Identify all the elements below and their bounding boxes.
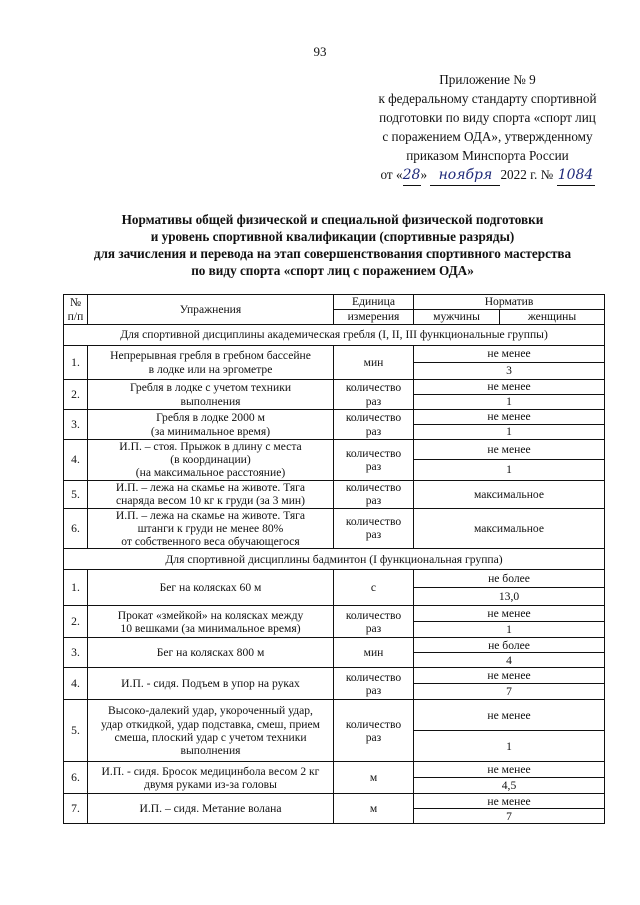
unit-line: раз (365, 528, 382, 542)
row-number-cell (64, 440, 88, 481)
norm-value: максимальное (474, 487, 544, 501)
norm-condition-cell (414, 346, 605, 363)
title-line: для зачисления и перевода на этап совершенствования спортивного мастерства (93, 246, 572, 261)
appendix-line: к федеральному стандарту спортивной (378, 91, 597, 106)
exercise-line: удар откидкой, удар подставка, смеш, прием (101, 717, 320, 731)
norm-value: 1 (506, 463, 512, 477)
unit-cell (334, 606, 414, 638)
title-line: и уровень спортивной квалификации (спортивные разряды) (150, 229, 515, 244)
exercise-cell (88, 638, 334, 668)
norm-value: 3 (506, 364, 512, 378)
exercise-cell (88, 410, 334, 440)
norm-value-cell (414, 809, 605, 824)
exercise-line: Прокат «змейкой» на колясках между (117, 608, 304, 622)
exercise-line: выполнения (180, 743, 241, 757)
table-row (64, 570, 605, 588)
header-num: № п/п (67, 296, 84, 323)
unit-line: раз (365, 459, 382, 473)
norm-value-cell (414, 684, 605, 700)
header-unit-cell (334, 310, 414, 325)
row-number: 5. (71, 724, 80, 738)
order-date-line (350, 165, 625, 186)
norm-condition-cell (414, 380, 605, 395)
unit-line: раз (365, 394, 382, 408)
table-row (64, 410, 605, 425)
row-number: 1. (71, 581, 80, 595)
header-unit-line: измерения (347, 310, 400, 324)
table-row (64, 480, 605, 508)
title-line: по виду спорта «спорт лиц с поражением ОДА» (191, 263, 474, 278)
exercise-line: Непрерывная гребля в гребном бассейне (110, 349, 311, 363)
exercise-line: Гребля в лодке с учетом техники (129, 381, 292, 395)
row-number: 3. (71, 417, 80, 431)
norm-value-cell (414, 395, 605, 410)
appendix-line: с поражением ОДА», утвержденному (382, 129, 593, 144)
row-number-cell (64, 606, 88, 638)
norm-condition-cell (414, 440, 605, 460)
norm-value-cell (414, 622, 605, 638)
appendix-line: Приложение № 9 (439, 72, 536, 87)
exercise-cell (88, 440, 334, 481)
norm-value: 1 (506, 395, 512, 409)
header-unit-line: Единица (352, 295, 395, 309)
unit-cell (334, 700, 414, 762)
header-men-cell (414, 310, 500, 325)
unit-cell (334, 570, 414, 606)
exercise-line: И.П. – лежа на скамье на животе. Тяга (115, 508, 306, 522)
norm-value: 1 (506, 425, 512, 439)
exercise-cell (88, 668, 334, 700)
table-row (64, 440, 605, 460)
norm-condition-cell (414, 794, 605, 809)
norm-condition-cell (414, 700, 605, 731)
header-unit-cell (334, 295, 414, 310)
row-number-cell (64, 668, 88, 700)
norms-table (63, 294, 605, 824)
unit-line: количество (345, 480, 402, 494)
norm-condition-cell (414, 638, 605, 653)
unit-line: количество (345, 608, 402, 622)
exercise-cell (88, 606, 334, 638)
document-title (50, 211, 615, 279)
unit-cell (334, 410, 414, 440)
row-number: 7. (71, 802, 80, 816)
exercise-line: (за минимальное время) (150, 424, 271, 438)
row-number-cell (64, 346, 88, 380)
norm-value-cell (414, 480, 605, 508)
order-year: 2022 г. № (500, 167, 554, 182)
exercise-line: Высоко-далекий удар, укороченный удар, (108, 704, 313, 718)
norm-condition: не более (488, 638, 530, 652)
norm-value-cell (414, 731, 605, 762)
exercise-cell (88, 700, 334, 762)
table-row (64, 638, 605, 653)
exercise-line: штанги к груди не менее 80% (137, 521, 284, 535)
unit-cell (334, 380, 414, 410)
table-row (64, 606, 605, 622)
norm-value-cell (414, 588, 605, 606)
row-number-cell (64, 508, 88, 549)
exercise-line: снаряда весом 10 кг к груди (за 3 мин) (116, 494, 305, 508)
unit-line: м (369, 802, 378, 816)
norm-value-cell (414, 425, 605, 440)
norm-condition: не менее (487, 763, 531, 777)
title-line: Нормативы общей физической и специальной физической подготовки (121, 212, 544, 227)
header-men: мужчины (433, 310, 480, 324)
unit-line: с (370, 581, 377, 595)
norm-condition: не менее (487, 380, 531, 394)
row-number-cell (64, 570, 88, 606)
exercise-line: И.П. - сидя. Подъем в упор на руках (121, 677, 300, 691)
unit-line: количество (345, 670, 402, 684)
section-title-cell (64, 549, 605, 570)
unit-cell (334, 638, 414, 668)
unit-line: раз (365, 621, 382, 635)
appendix-line: подготовки по виду спорта «спорт лиц (379, 110, 596, 125)
section-title: Для спортивной дисциплины бадминтон (I функциональная группа) (165, 552, 503, 566)
norm-condition: не более (488, 572, 530, 586)
unit-line: количество (345, 515, 402, 529)
unit-cell (334, 762, 414, 794)
row-number-cell (64, 410, 88, 440)
table-row (64, 346, 605, 363)
norm-value-cell (414, 653, 605, 668)
appendix-header (350, 70, 625, 186)
exercise-line: И.П. – стоя. Прыжок в длину с места (119, 440, 302, 453)
norm-value: 4 (506, 653, 512, 667)
table-row (64, 794, 605, 809)
row-number: 4. (71, 453, 80, 467)
exercise-line: И.П. – сидя. Метание волана (139, 802, 282, 816)
norm-condition-cell (414, 606, 605, 622)
unit-line: мин (363, 646, 384, 660)
norm-value-cell (414, 778, 605, 794)
header-exercise: Упражнения (179, 302, 242, 316)
table-row (64, 380, 605, 395)
norm-value-cell (414, 363, 605, 380)
norm-condition: не менее (487, 443, 531, 457)
handwritten-order-number: 1084 (557, 166, 595, 186)
exercise-line: смеша, плоский удар с учетом техники (114, 730, 307, 744)
table-header-row (64, 295, 605, 310)
section-title: Для спортивной дисциплины академическая гребля (I, II, III функциональные группы) (120, 328, 548, 342)
norm-condition: не менее (487, 607, 531, 621)
unit-cell (334, 440, 414, 481)
unit-line: количество (345, 411, 402, 425)
norm-value: 1 (506, 623, 512, 637)
exercise-cell (88, 794, 334, 824)
norm-value: 13,0 (498, 590, 520, 604)
norm-condition: не менее (487, 410, 531, 424)
exercise-line: двумя руками из-за головы (144, 777, 277, 791)
exercise-cell (88, 570, 334, 606)
table-row (64, 762, 605, 778)
unit-cell (334, 346, 414, 380)
exercise-line: выполнения (180, 394, 241, 408)
row-number: 2. (71, 615, 80, 629)
header-norm-cell (414, 295, 605, 310)
exercise-line: (в координации) (170, 453, 251, 467)
section-row (64, 549, 605, 570)
row-number-cell (64, 700, 88, 762)
header-women-cell (500, 310, 605, 325)
row-number: 1. (71, 355, 80, 369)
exercise-line: в лодке или на эргометре (148, 362, 273, 376)
header-norm: Норматив (484, 295, 534, 309)
exercise-line: И.П. - сидя. Бросок медицинбола весом 2 кг (101, 764, 320, 778)
norm-value: максимальное (474, 521, 544, 535)
unit-line: мин (363, 355, 384, 369)
norm-value-cell (414, 508, 605, 549)
appendix-line: приказом Минспорта России (406, 148, 569, 163)
row-number: 4. (71, 677, 80, 691)
order-day-close: » (420, 167, 428, 182)
header-exercise-cell (88, 295, 334, 325)
handwritten-day: 28 (403, 166, 421, 186)
header-num-cell (64, 295, 88, 325)
norm-condition: не менее (487, 794, 531, 808)
unit-line: раз (365, 683, 382, 697)
norm-value: 1 (506, 739, 512, 753)
page-number: 93 (313, 44, 327, 59)
row-number: 6. (71, 771, 80, 785)
unit-line: м (369, 771, 378, 785)
row-number-cell (64, 638, 88, 668)
row-number-cell (64, 480, 88, 508)
exercise-line: Бег на колясках 60 м (159, 581, 262, 595)
unit-line: раз (365, 424, 382, 438)
order-prefix: от « (380, 167, 403, 182)
table-row (64, 700, 605, 731)
unit-line: раз (365, 494, 382, 508)
unit-cell (334, 794, 414, 824)
unit-cell (334, 508, 414, 549)
norm-condition-cell (414, 762, 605, 778)
norm-value-cell (414, 460, 605, 480)
table-row (64, 668, 605, 684)
exercise-cell (88, 380, 334, 410)
row-number: 6. (71, 521, 80, 535)
norm-value: 7 (506, 809, 512, 823)
norm-condition: не менее (487, 708, 531, 722)
norm-condition-cell (414, 410, 605, 425)
exercise-cell (88, 762, 334, 794)
handwritten-month: ноября (430, 166, 500, 186)
norm-condition: не менее (487, 347, 531, 361)
table-row (64, 508, 605, 549)
norm-condition-cell (414, 570, 605, 588)
exercise-cell (88, 480, 334, 508)
norm-condition: не менее (487, 669, 531, 683)
section-row (64, 325, 605, 346)
exercise-line: Гребля в лодке 2000 м (156, 411, 265, 425)
unit-line: раз (365, 730, 382, 744)
norm-condition-cell (414, 668, 605, 684)
section-title-cell (64, 325, 605, 346)
exercise-cell (88, 508, 334, 549)
row-number-cell (64, 794, 88, 824)
exercise-cell (88, 346, 334, 380)
row-number-cell (64, 380, 88, 410)
exercise-line: (на максимальное расстояние) (135, 466, 286, 480)
unit-line: количество (345, 381, 402, 395)
unit-cell (334, 668, 414, 700)
row-number-cell (64, 762, 88, 794)
norm-value: 4,5 (501, 779, 517, 793)
exercise-line: от собственного веса обучающегося (121, 535, 300, 549)
row-number: 5. (71, 487, 80, 501)
unit-line: количество (345, 717, 402, 731)
exercise-line: Бег на колясках 800 м (156, 646, 265, 660)
norm-value: 7 (506, 685, 512, 699)
row-number: 3. (71, 646, 80, 660)
unit-line: количество (345, 446, 402, 460)
row-number: 2. (71, 387, 80, 401)
exercise-line: 10 вешками (за минимальное время) (120, 621, 301, 635)
header-women: женщины (527, 310, 577, 324)
unit-cell (334, 480, 414, 508)
exercise-line: И.П. – лежа на скамье на животе. Тяга (115, 480, 306, 494)
